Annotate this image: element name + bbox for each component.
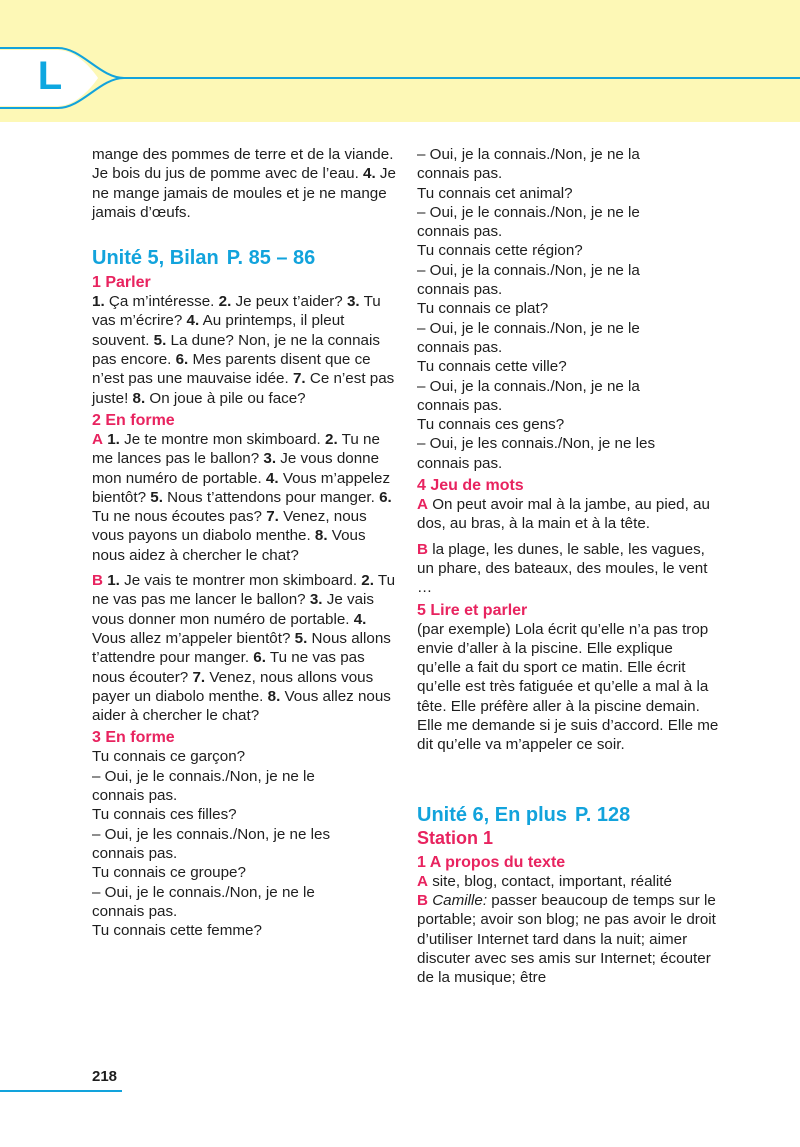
- section-a-propos-title: 1 A propos du texte: [417, 853, 566, 871]
- unit6-heading: Unité 6, En plus P. 128: [417, 803, 631, 826]
- dialogue-line: – Oui, je le connais./Non, je ne le: [92, 767, 315, 785]
- section-en-forme-b: B 1. Je vais te montrer mon skimboard. 2. Tu ne vas pas me lancer le ballon? 3. Je vais vous donner mon numéro de portable. 4. Vous allez m’appeler bientôt? 5. Nous allons t’attendre pour manger. 6. Tu ne vas pas nous écouter? 7. Venez, nous allons vous payer un diabolo menthe. 8. Vous allez nous aider à chercher le chat?: [92, 572, 396, 725]
- page-number: 218: [92, 1068, 118, 1085]
- right-column: [417, 145, 719, 987]
- dialogue-line: Tu connais ces gens?: [417, 416, 565, 434]
- section-jeu-de-mots-a: A On peut avoir mal à la jambe, au pied, au dos, au bras, à la main et à la tête.: [417, 496, 710, 533]
- chapter-letter: L: [37, 54, 63, 98]
- section-en-forme-a: A 1. Je te montre mon skimboard. 2. Tu ne me lances pas le ballon? 3. Je vous donne mon numéro de portable. 4. Vous m’appelez bientôt? 5. Nous t’attendons pour manger. 6. Tu ne nous écoutes pas? 7. Venez, nous vous payons un diabolo menthe. 8. Vous nous aidez à chercher le chat?: [92, 430, 392, 564]
- dialogue-line: connais pas.: [417, 454, 503, 472]
- dialogue-line: connais pas.: [417, 223, 503, 241]
- section-parler-text: 1. Ça m’intéresse. 2. Je peux t’aider? 3. Tu vas m’écrire? 4. Au printemps, il pleut souvent. 5. La dune? Non, je ne la connais pas encore. 6. Mes parents disent que ce n’est pas une mauvaise idée. 7. Ce n’est pas juste! 8. On joue à pile ou face?: [92, 293, 395, 407]
- section-parler-title: 1 Parler: [92, 274, 151, 292]
- dialogue-line: – Oui, je le connais./Non, je ne le: [417, 203, 640, 221]
- station-title: Station 1: [417, 827, 494, 848]
- dialogue-line: connais pas.: [92, 787, 178, 805]
- section-a-propos-b: B Camille: passer beaucoup de temps sur le portable; avoir son blog; ne pas avoir le droit d’utiliser Internet tard dans la nuit; aimer discuter avec ses amis sur Internet; écouter de la musique; être: [417, 891, 716, 987]
- dialogue-line: Tu connais cet animal?: [417, 184, 573, 202]
- section-jeu-de-mots-b: B la plage, les dunes, le sable, les vagues, un phare, des bateaux, des moules, le vent …: [417, 540, 708, 597]
- dialogue-line: – Oui, je les connais./Non, je ne les: [417, 435, 656, 453]
- dialogue-line: – Oui, je la connais./Non, je ne la: [417, 261, 640, 279]
- dialogue-line: Tu connais cette région?: [417, 242, 583, 260]
- footer-rule: [0, 1090, 122, 1092]
- dialogue-line: connais pas.: [417, 281, 503, 299]
- unit5-heading: Unité 5, Bilan P. 85 – 86: [92, 247, 316, 270]
- dialogue-line: – Oui, je la connais./Non, je ne la: [417, 377, 640, 395]
- dialogue-line: Tu connais cette ville?: [417, 358, 567, 376]
- dialogue-line: Tu connais ces filles?: [92, 806, 237, 824]
- section-en-forme-3-title: 3 En forme: [92, 729, 175, 747]
- dialogue-line: connais pas.: [417, 165, 503, 183]
- dialogue-line: Tu connais ce garçon?: [92, 748, 246, 766]
- section-en-forme-title: 2 En forme: [92, 411, 175, 429]
- dialogue-line: connais pas.: [92, 902, 178, 920]
- dialogue-line: – Oui, je la connais./Non, je ne la: [417, 146, 640, 163]
- section-lire-parler-text: (par exemple) Lola écrit qu’elle n’a pas trop envie d’aller à la piscine. Elle explique qu’elle a fait du sport ce matin. Elle écrit qu’elle est très fatiguée et qu’elle a mal à la tête. Elle préfère aller à la piscine demain. Elle me demande si je suis d’accord. Elle me dit qu’elle va m’appeler ce soir.: [417, 620, 719, 754]
- dialogue-line: – Oui, je les connais./Non, je ne les: [92, 825, 331, 843]
- section-a-propos-a: A site, blog, contact, important, réalité: [417, 872, 672, 890]
- dialogue-line: – Oui, je le connais./Non, je ne le: [417, 319, 640, 337]
- section-lire-parler-title: 5 Lire et parler: [417, 601, 528, 619]
- dialogue-line: Tu connais ce groupe?: [92, 864, 246, 882]
- dialogue-line: – Oui, je le connais./Non, je ne le: [92, 883, 315, 901]
- dialogue-line: connais pas.: [92, 844, 178, 862]
- dialogue-line: Tu connais ce plat?: [417, 300, 549, 318]
- dialogue-line: Tu connais cette femme?: [92, 922, 262, 940]
- dialogue-line: connais pas.: [417, 338, 503, 356]
- dialogue-line: connais pas.: [417, 396, 503, 414]
- chapter-tab-graphic: [0, 40, 800, 120]
- left-column: [92, 145, 397, 940]
- section-jeu-de-mots-title: 4 Jeu de mots: [417, 477, 524, 495]
- intro-paragraph: mange des pommes de terre et de la viande. Je bois du jus de pomme avec de l’eau. 4. Je ne mange jamais de moules et je ne mange jamais d’œufs.: [92, 146, 396, 221]
